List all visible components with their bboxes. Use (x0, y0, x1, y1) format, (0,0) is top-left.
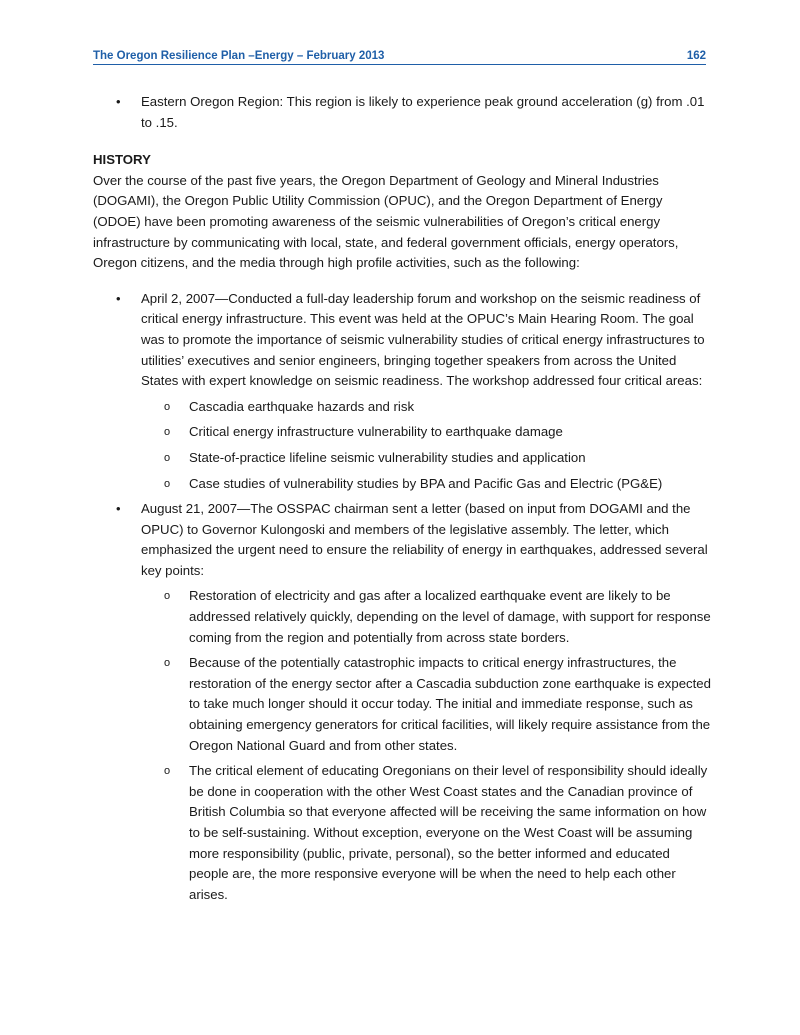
intro-list (93, 92, 713, 133)
sub-list-item (141, 761, 713, 905)
history-paragraph: Over the course of the past five years, the Oregon Department of Geology and Mineral Industries (DOGAMI), the Oregon Public Utility Commission (OPUC), and the Oregon Department of Energy (ODOE) have been promoting awareness of the seismic vulnerabilities of Oregon’s critical energy infrastructure by communicating with local, state, and federal government officials, energy operators, Oregon citizens, and the media through high profile activities, such as the following: (93, 172, 679, 271)
sub-item-text: Critical energy infrastructure vulnerability to earthquake damage (189, 424, 563, 440)
sub-list-item (141, 397, 713, 418)
sub-item-text: Case studies of vulnerability studies by BPA and Pacific Gas and Electric (PG&E) (189, 475, 663, 491)
bullet-icon: • (116, 94, 121, 109)
circle-bullet-icon: o (164, 426, 171, 439)
intro-bullet-text: Eastern Oregon Region: This region is likely to experience peak ground acceleration (g) from .01 to .15. (141, 94, 705, 130)
sub-list-item (141, 474, 713, 495)
list-item (93, 499, 713, 905)
event-text: April 2, 2007—Conducted a full-day leadership forum and workshop on the seismic readiness of critical energy infrastructure. This event was held at the OPUC’s Main Hearing Room. The goal was to promote the importance of seismic vulnerability studies of critical energy infrastructures to utilities’ executives and senior engineers, bringing together speakers from across the United States with expert knowledge on seismic readiness. The workshop addressed four critical areas: (141, 290, 705, 389)
header-title: The Oregon Resilience Plan –Energy – February 2013 (93, 50, 385, 62)
circle-bullet-icon: o (164, 765, 171, 778)
bullet-icon: • (116, 290, 121, 306)
sub-list-item (141, 586, 713, 648)
history-heading: HISTORY (93, 152, 151, 168)
sub-list (141, 586, 713, 905)
circle-bullet-icon: o (164, 451, 171, 464)
sub-item-text: Restoration of electricity and gas after a localized earthquake event are likely to be addressed relatively quickly, depending on the level of damage, with support for response coming from the region and potentially from across state borders. (189, 588, 711, 645)
list-item (93, 289, 713, 494)
sub-item-text: State-of-practice lifeline seismic vulnerability studies and application (189, 449, 586, 465)
event-text: August 21, 2007—The OSSPAC chairman sent a letter (based on input from DOGAMI and the OPUC) to Governor Kulongoski and members of the legislative assembly. The letter, which emphasized the urgent need to ensure the reliability of energy in earthquakes, addressed several key points: (141, 501, 708, 578)
page-number: 162 (686, 50, 706, 62)
sub-list-item (141, 653, 713, 756)
sub-item-text: Cascadia earthquake hazards and risk (189, 398, 415, 414)
sub-list-item (141, 448, 713, 469)
sub-item-text: The critical element of educating Oregonians on their level of responsibility should ideally be done in cooperation with the other West Coast states and the Canadian province of British Columbia so that everyone affected will be receiving the same information on how to be self-sustaining. Without exception, everyone on the West Coast will be assuming more responsibility (public, private, personal), so the better informed and educated people are, the more responsive everyone will be when the need to help each other arises. (189, 763, 708, 902)
list-item (93, 92, 713, 133)
circle-bullet-icon: o (164, 657, 171, 670)
sub-list-item (141, 422, 713, 443)
page-header (93, 48, 706, 65)
page-content (93, 92, 713, 910)
circle-bullet-icon: o (164, 477, 171, 490)
history-events-list (93, 289, 713, 906)
circle-bullet-icon: o (164, 590, 171, 603)
sub-item-text: Because of the potentially catastrophic impacts to critical energy infrastructures, the restoration of the energy sector after a Cascadia subduction zone earthquake is expected to take much longer should it occur today. The initial and immediate response, such as obtaining emergency generators for critical facilities, will likely require assistance from the Oregon National Guard and from other states. (189, 655, 711, 753)
circle-bullet-icon: o (164, 400, 171, 413)
sub-list (141, 397, 713, 494)
bullet-icon: • (116, 501, 121, 517)
